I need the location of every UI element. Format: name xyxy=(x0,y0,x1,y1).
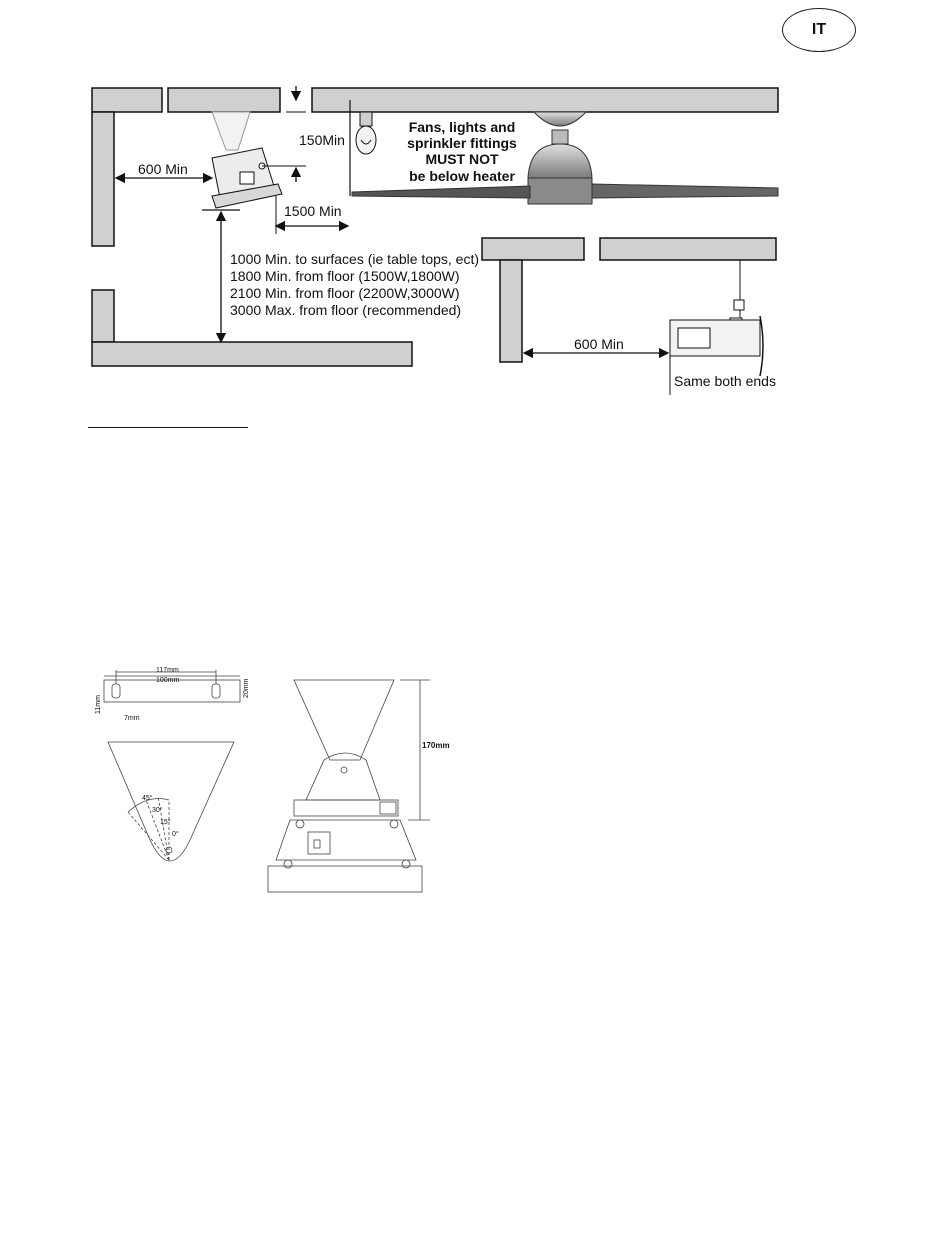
bracket-height: 11mm xyxy=(95,695,102,714)
heater-unit xyxy=(212,112,282,208)
floor-clearance-notes xyxy=(230,251,479,318)
angle-label-15: 15° xyxy=(160,819,171,826)
floor-note-3: 2100 Min. from floor (2200W,3000W) xyxy=(230,285,460,301)
overall-height-label: 170mm xyxy=(422,741,450,750)
bracket-slot-offset: 7mm xyxy=(124,715,140,722)
warning-line-4: be below heater xyxy=(409,168,515,184)
installation-diagram xyxy=(0,0,950,410)
side-view-angles xyxy=(108,742,234,861)
floor-note-1: 1000 Min. to surfaces (ie table tops, ect) xyxy=(230,251,480,267)
warning-line-3: MUST NOT xyxy=(425,151,499,167)
ceiling-clearance-label: 150Min xyxy=(299,132,345,148)
floor-note-4: 3000 Max. from floor (recommended) xyxy=(230,302,462,318)
warning-line-1: Fans, lights and xyxy=(408,119,516,135)
placement-warning xyxy=(407,119,517,184)
both-ends-label: Same both ends xyxy=(674,373,776,389)
wall-mounted-heater xyxy=(670,260,763,376)
floor-note-2: 1800 Min. from floor (1500W,1800W) xyxy=(230,268,460,284)
light-bulb xyxy=(356,112,376,154)
warning-line-2: sprinkler fittings xyxy=(407,135,517,151)
angle-label-0: 0° xyxy=(172,831,179,838)
bracket-depth: 20mm xyxy=(243,678,250,698)
side-clearance-label: 600 Min xyxy=(138,161,188,177)
angle-label-30: 30° xyxy=(152,807,163,814)
front-view xyxy=(268,680,430,892)
dimension-drawing xyxy=(0,660,480,910)
wall-clearance-label: 600 Min xyxy=(574,336,624,352)
bracket-inner-width: 100mm xyxy=(156,677,180,684)
ceiling-left xyxy=(92,88,778,112)
fan-clearance-label: 1500 Min xyxy=(284,203,342,219)
section-divider xyxy=(88,427,248,428)
bracket-top-view xyxy=(104,670,240,702)
bracket-outer-width: 117mm xyxy=(156,667,179,674)
language-badge: IT xyxy=(782,8,856,52)
angle-label-45: 45° xyxy=(142,795,153,802)
